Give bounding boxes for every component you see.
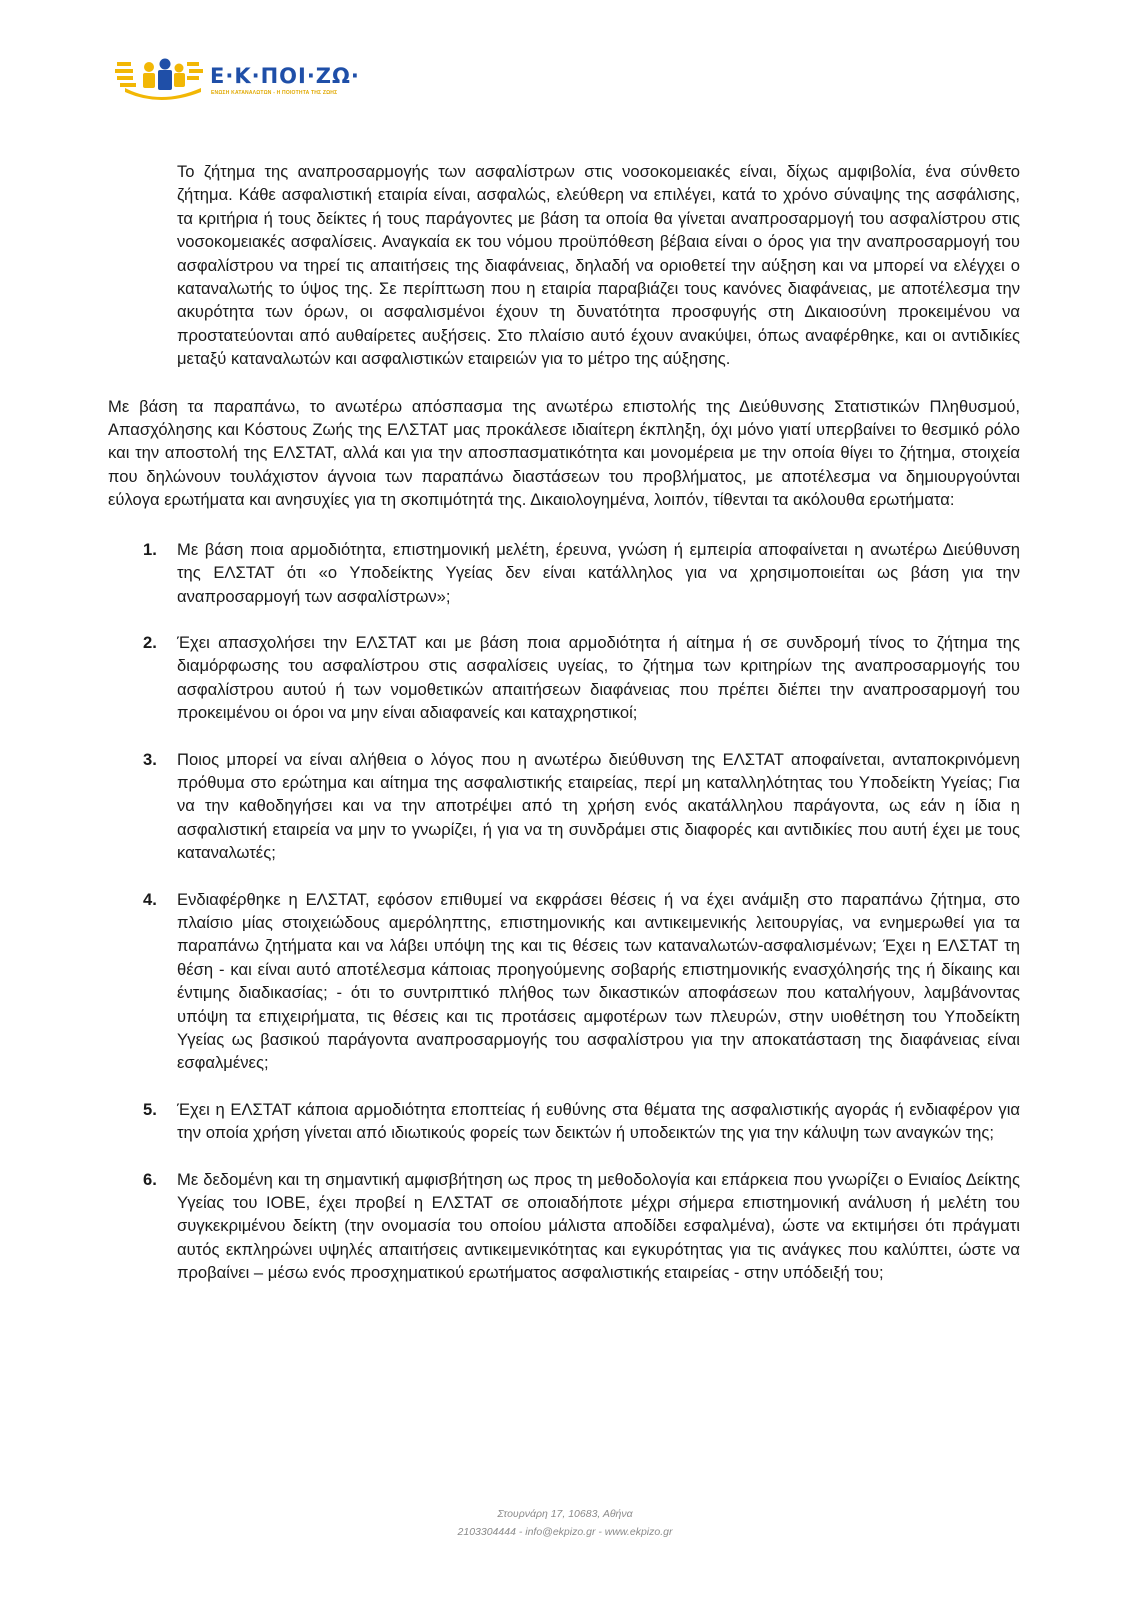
footer-address: Στουρνάρη 17, 10683, Αθήνα [497,1508,633,1520]
question-text: Έχει απασχολήσει την ΕΛΣΤΑΤ και με βάση ποια αρμοδιότητα ή αίτημα ή σε συνδρομή τίνος το ζήτημα της διαμόρφωσης του ασφαλίστρου στις ασφαλίσεις υγείας, το ζήτημα των κριτηρίων της αναπροσαρμογής του ασφαλίστρου αυτού ή των νομοθετικών απαιτήσεων διαφάνειας που πρέπει διέπει την αναπροσαρμογή του προκειμένου οι όροι να μην είναι αδιαφανείς και καταχρηστικοί; [177,632,1020,723]
question-text: Έχει η ΕΛΣΤΑΤ κάποια αρμοδιότητα εποπτείας ή ευθύνης στα θέματα της ασφαλιστικής αγοράς ή ενδιαφέρον για την οποία χρήση γίνεται από ιδιωτικούς φορείς των δεικτών ή υποδεικτών της για την κάλυψη των αναγκών της; [177,1099,1020,1143]
letter-body [108,160,1020,1308]
ekpizo-logo-mark-icon [115,58,205,104]
lead-paragraph: Με βάση τα παραπάνω, το ανωτέρω απόσπασμα της ανωτέρω επιστολής της Διεύθυνσης Στατιστικών Πληθυσμού, Απασχόλησης και Κόστους Ζωής της ΕΛΣΤΑΤ μας προκάλεσε ιδιαίτερη έκπληξη, όχι μόνο γιατί υπερβαίνει το θεσμικό ρόλο και την αποστολή της ΕΛΣΤΑΤ, αλλά και για την αποσπασματικότητα και μονομέρεια με την οποία θίγει το ζήτημα, στοιχεία που δηλώνουν τουλάχιστον άγνοια των παραπάνω διαστάσεων του προβλήματος, με αποτέλεσμα να δημιουργούνται εύλογα ερωτήματα και ανησυχίες για τη σκοπιμότητά της. Δικαιολογημένα, λοιπόν, τίθενται τα ακόλουθα ερωτήματα: [108,396,1020,510]
question-number: 5. [143,1099,157,1119]
question-number: 4. [143,889,157,909]
question-item [108,631,1020,725]
footer-contact: 2103304444 - info@ekpizo.gr - www.ekpizo.gr [457,1526,673,1538]
questions-list [108,538,1020,1285]
question-number: 2. [143,632,157,652]
question-item [108,748,1020,865]
page-footer [0,1505,1130,1541]
question-number: 3. [143,749,157,769]
ekpizo-logo [115,58,360,104]
question-item [108,1168,1020,1285]
logo-wordmark: Ε·Κ·ΠΟΙ·ΖΩ· [210,64,360,88]
question-item [108,888,1020,1075]
question-text: Ενδιαφέρθηκε η ΕΛΣΤΑΤ, εφόσον επιθυμεί να εκφράσει θέσεις ή να έχει ανάμιξη στο παραπάνω ζήτημα, στο πλαίσιο μίας στοιχειώδους αμερόληπτης, επιστημονικής και αντικειμενικής λειτουργίας, να ενημερωθεί για τα παραπάνω ζητήματα και να λάβει υπόψη της και τις θέσεις των καταναλωτών-ασφαλισμένων; Έχει η ΕΛΣΤΑΤ τη θέση - και είναι αυτό αποτέλεσμα κάποιας προηγούμενης σοβαρής επιστημονικής ενασχόλησής της ή δίκαιης και έντιμης διαδικασίας; - ότι το συντριπτικό πλήθος των δικαστικών αποφάσεων που καταλήγουν, λαμβάνοντας υπόψη τα επιχειρήματα, τις θέσεις και τις προτάσεις αμφοτέρων των πλευρών, στην υιοθέτηση του Υποδείκτη Υγείας ως βασικού παράγοντα αναπροσαρμογής του ασφαλίστρου για την αποκατάσταση της διαφάνειας είναι εσφαλμένες; [177,889,1020,1073]
question-number: 1. [143,539,157,559]
question-text: Με δεδομένη και τη σημαντική αμφισβήτηση ως προς τη μεθοδολογία και επάρκεια που γνωρίζει ο Ενιαίος Δείκτης Υγείας του ΙΟΒΕ, έχει προβεί η ΕΛΣΤΑΤ σε οποιαδήποτε μέχρι σήμερα επιστημονική ανάλυση ή μελέτη του συγκεκριμένου δείκτη (την ονομασία του οποίου μάλιστα αποδίδει εσφαλμένα), ώστε να εκτιμήσει ότι πράγματι αυτός εκπληρώνει υψηλές απαιτήσεις αντικειμενικότητας και εγκυρότητας για τις ανάγκες που καλύπτει, ώστε να προβαίνει – μέσω ενός προσχηματικού ερωτήματος ασφαλιστικής εταιρείας - στην υπόδειξή του; [177,1169,1020,1283]
question-item [108,538,1020,608]
question-text: Με βάση ποια αρμοδιότητα, επιστημονική μελέτη, έρευνα, γνώση ή εμπειρία αποφαίνεται η ανωτέρω Διεύθυνση της ΕΛΣΤΑΤ ότι «ο Υποδείκτης Υγείας δεν είναι κατάλληλος για να χρησιμοποιείται ως βάση για την αναπροσαρμογή των ασφαλίστρων»; [177,539,1020,606]
question-item [108,1098,1020,1145]
question-text: Ποιος μπορεί να είναι αλήθεια ο λόγος που η ανωτέρω διεύθυνση της ΕΛΣΤΑΤ αποφαίνεται, ανταποκρινόμενη πρόθυμα στο ερώτημα και αίτημα της ασφαλιστικής εταιρείας, περί μη καταλληλότητας του Υποδείκτη Υγείας; Για να την καθοδηγήσει και να την αποτρέψει από τη χρήση ενός ακατάλληλου παράγοντα, ως εάν η ίδια η ασφαλιστική εταιρεία να μην το γνωρίζει, ή για να τη συνδράμει στις διαφορές και αντιδικίες που αυτή έχει με τους καταναλωτές; [177,749,1020,863]
logo-tagline: ΕΝΩΣΗ ΚΑΤΑΝΑΛΩΤΩΝ - Η ΠΟΙΟΤΗΤΑ ΤΗΣ ΖΩΗΣ [211,90,338,96]
question-number: 6. [143,1169,157,1189]
intro-paragraph: Το ζήτημα της αναπροσαρμογής των ασφαλίστρων στις νοσοκομειακές είναι, δίχως αμφιβολία, ένα σύνθετο ζήτημα. Κάθε ασφαλιστική εταιρία είναι, ασφαλώς, ελεύθερη να επιλέγει, κατά το χρόνο σύναψης της ασφάλισης, τα κριτήρια ή τους δείκτες ή τους παράγοντες με βάση τα οποία θα γίνεται αναπροσαρμογή του ασφαλίστρου στις νοσοκομειακές ασφαλίσεις. Αναγκαία εκ του νόμου προϋπόθεση βέβαια είναι ο όρος για την αναπροσαρμογή του ασφαλίστρου να τηρεί τις απαιτήσεις της διαφάνειας, δηλαδή να οριοθετεί την αύξηση και να μπορεί να ελέγχει ο καταναλωτής το ύψος της. Σε περίπτωση που η εταιρία παραβιάζει τους κανόνες διαφάνειας, με αποτέλεσμα την ακυρότητα των όρων, οι ασφαλισμένοι έχουν τη δυνατότητα προσφυγής στη Δικαιοσύνη προκειμένου να προστατεύονται από αυθαίρετες αυξήσεις. Στο πλαίσιο αυτό έχουν ανακύψει, όπως αναφέρθηκε, και οι αντιδικίες μεταξύ καταναλωτών και ασφαλιστικών εταιρειών για το μέτρο της αύξησης. [177,162,1020,369]
